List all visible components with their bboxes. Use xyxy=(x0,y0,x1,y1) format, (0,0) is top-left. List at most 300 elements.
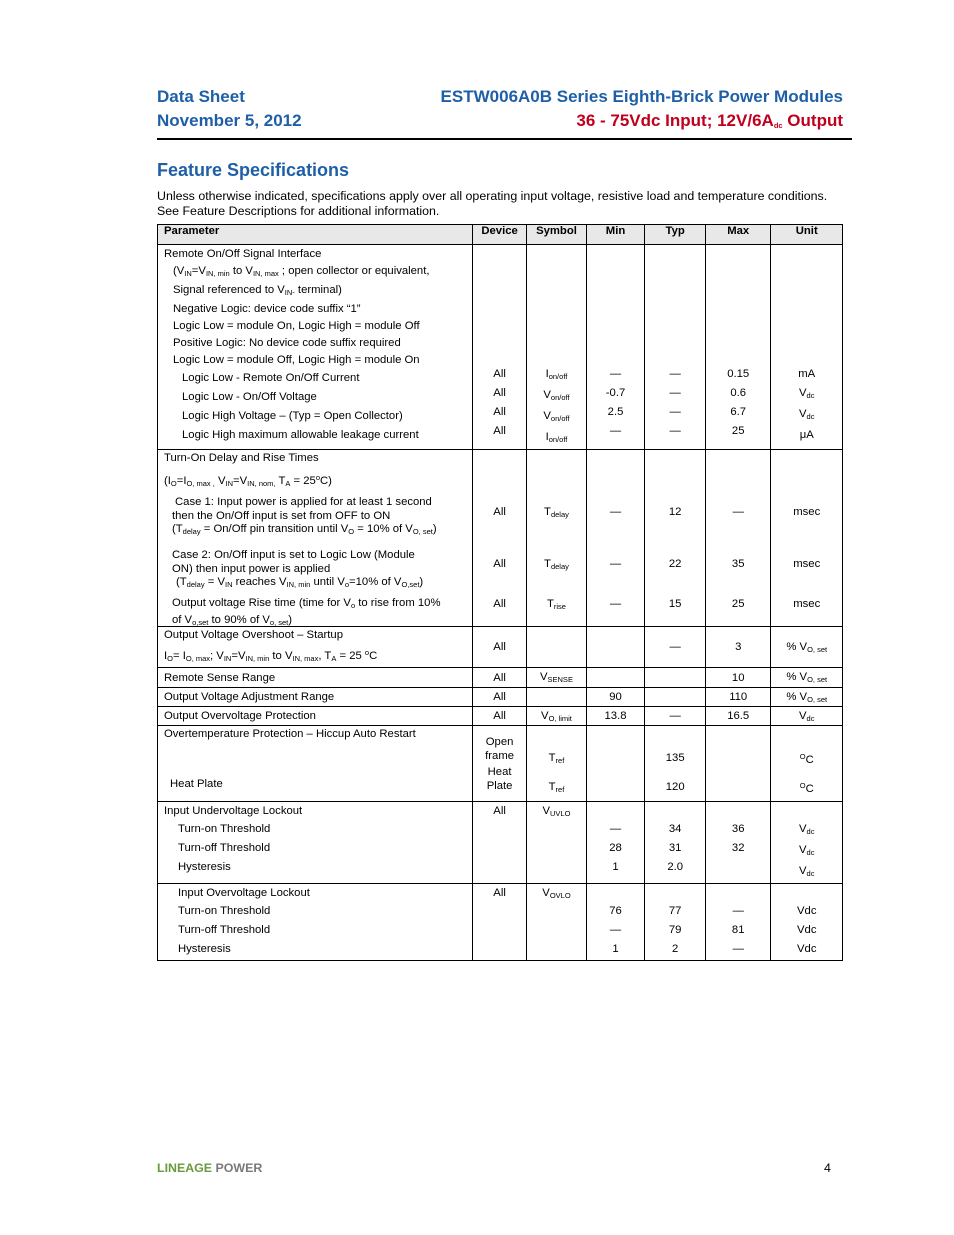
v: — xyxy=(732,943,744,955)
t: V xyxy=(541,709,549,722)
t: T xyxy=(544,558,551,570)
max-cell: 10 xyxy=(705,668,771,688)
typ-cell xyxy=(645,450,706,627)
t: = On/Off pin transition until V xyxy=(200,523,349,535)
max-cell xyxy=(705,884,771,961)
t: o xyxy=(350,601,356,610)
t: ref xyxy=(555,785,565,794)
unit xyxy=(771,820,842,841)
typ-cell xyxy=(645,884,706,961)
table-header-row xyxy=(158,225,843,245)
v: — xyxy=(732,905,744,917)
t: ON) then input power is applied xyxy=(172,562,331,575)
t: C) xyxy=(320,475,332,487)
t: ; V xyxy=(210,650,224,662)
t: % V xyxy=(786,690,808,703)
unit-cell xyxy=(771,627,843,668)
t: IN xyxy=(223,654,232,663)
v: 0.15 xyxy=(727,368,750,380)
device-cell: All xyxy=(472,668,526,688)
case-1 xyxy=(164,488,472,540)
device-cell xyxy=(472,450,526,627)
unit-cell xyxy=(771,450,843,627)
t: dc xyxy=(806,713,815,723)
symbol-cell xyxy=(527,450,586,627)
symbol-cell xyxy=(527,707,586,726)
v: 12 xyxy=(668,506,682,518)
t: T xyxy=(275,475,286,487)
t: V xyxy=(214,475,226,487)
t: O xyxy=(170,479,177,488)
col-header: Min xyxy=(586,225,645,245)
t: = 25 xyxy=(336,650,365,662)
t: C xyxy=(805,754,814,766)
t: I xyxy=(545,368,549,380)
v: All xyxy=(493,387,506,399)
row-label: Logic High maximum allowable leakage current xyxy=(182,429,419,441)
min-cell xyxy=(586,884,645,961)
doc-title: ESTW006A0B Series Eighth-Brick Power Modules xyxy=(440,87,843,106)
typ-cell xyxy=(645,802,706,884)
t: V xyxy=(799,844,807,856)
table-row xyxy=(158,884,843,961)
subtitle-part: 36 - 75Vdc Input; 12V/6A xyxy=(576,111,774,130)
unit xyxy=(771,405,842,426)
t: to V xyxy=(269,650,293,662)
t: T xyxy=(548,781,556,793)
symbol-cell xyxy=(527,627,586,668)
table-row xyxy=(158,668,843,688)
t: O, limit xyxy=(548,713,572,723)
t: dc xyxy=(806,391,815,400)
t: then the On/Off input is set from OFF to ON xyxy=(172,509,391,522)
t: O, set xyxy=(807,675,828,684)
t: =V xyxy=(231,650,246,662)
max-cell xyxy=(705,245,771,450)
v: 77 xyxy=(668,905,682,917)
v: Vdc xyxy=(797,905,817,917)
v: 28 xyxy=(609,842,622,854)
t: mA xyxy=(798,368,816,380)
t: V xyxy=(799,823,807,835)
row-label: Turn-on Threshold xyxy=(178,823,271,835)
col-header: Typ xyxy=(645,225,706,245)
doc-date: November 5, 2012 xyxy=(157,111,302,130)
v: — xyxy=(669,406,681,418)
min-cell xyxy=(586,450,645,627)
symbol xyxy=(527,428,585,449)
unit-cell xyxy=(771,884,843,961)
symbol xyxy=(527,365,585,386)
group-title: Remote On/Off Signal Interface xyxy=(164,248,322,260)
symbol xyxy=(527,781,585,794)
t: C xyxy=(369,650,378,662)
table-row xyxy=(158,245,843,450)
v: 1 xyxy=(612,861,619,873)
t: ) xyxy=(288,614,293,626)
table-row xyxy=(158,726,843,802)
t: on/off xyxy=(550,393,570,402)
v: Heat xyxy=(487,766,512,778)
t: o xyxy=(344,580,350,589)
condition xyxy=(164,468,472,488)
unit-cell xyxy=(771,245,843,450)
row-label: Hysteresis xyxy=(178,861,231,873)
unit-cell xyxy=(771,668,843,688)
v: All xyxy=(493,406,506,418)
t: = V xyxy=(204,576,226,588)
device-cell xyxy=(472,726,526,802)
v: msec xyxy=(793,598,821,610)
v: 135 xyxy=(665,752,685,764)
v: 31 xyxy=(668,842,682,854)
v: 2.0 xyxy=(667,861,684,873)
t: terminal) xyxy=(294,284,342,296)
v: — xyxy=(609,823,622,835)
unit xyxy=(771,384,842,405)
typ-cell xyxy=(645,726,706,802)
t: O, set xyxy=(807,644,828,654)
t: V xyxy=(799,387,807,399)
t: reaches V xyxy=(232,576,287,588)
v: 2 xyxy=(672,943,679,955)
row-label: Output Voltage Adjustment Range xyxy=(158,688,473,707)
t: C xyxy=(805,783,814,795)
unit-cell xyxy=(771,726,843,802)
t: , T xyxy=(318,650,332,662)
section-title: Feature Specifications xyxy=(157,160,350,180)
row-label: Logic Low - Remote On/Off Current xyxy=(182,372,360,384)
t: O xyxy=(348,527,355,536)
t: O, set xyxy=(807,694,828,704)
t: =I xyxy=(176,475,187,487)
t: UVLO xyxy=(550,809,571,818)
v: — xyxy=(609,598,622,610)
row-label: Overtemperature Protection – Hiccup Auto Restart xyxy=(164,728,416,740)
t: A xyxy=(285,479,291,488)
typ-cell xyxy=(645,668,706,688)
unit xyxy=(771,752,842,781)
brand-lineage: LINEAGE xyxy=(157,1161,213,1175)
t: O xyxy=(799,781,806,790)
t: O,set xyxy=(401,580,420,589)
t: rise xyxy=(553,602,566,611)
t: ) xyxy=(432,523,437,535)
symbol-cell xyxy=(527,802,586,884)
t: IN- xyxy=(284,288,295,297)
param-cell xyxy=(158,802,473,884)
v: Vdc xyxy=(797,943,817,955)
v: 35 xyxy=(731,558,745,570)
condition xyxy=(164,282,472,301)
symbol xyxy=(527,506,585,558)
t: IN xyxy=(184,269,192,278)
unit xyxy=(771,781,842,795)
unit-cell xyxy=(771,802,843,884)
t: delay xyxy=(182,527,201,536)
t: μA xyxy=(799,429,814,441)
typ-cell: — xyxy=(645,707,706,726)
v: 120 xyxy=(665,781,685,793)
row-label: Turn-on Threshold xyxy=(178,905,271,917)
t: to 90% of V xyxy=(208,614,270,626)
t: (V xyxy=(173,265,185,277)
t: O xyxy=(167,654,173,663)
device-cell: All xyxy=(472,627,526,668)
t: delay xyxy=(550,562,569,571)
t: = 10% of V xyxy=(354,523,413,535)
subtitle-sub: dc xyxy=(773,121,783,130)
t: O, max , xyxy=(186,479,215,488)
param-cell xyxy=(158,726,473,802)
t: O, max xyxy=(185,654,211,663)
intro-text: Unless otherwise indicated, specifications apply over all operating input voltage, resistive load and temperature conditions. See Feature Descriptions for additional information. xyxy=(157,189,828,218)
doc-type: Data Sheet xyxy=(157,87,245,106)
t: (I xyxy=(164,475,171,487)
t: until V xyxy=(310,576,345,588)
v: 32 xyxy=(731,842,745,854)
t: IN xyxy=(225,479,234,488)
v: All xyxy=(493,368,506,380)
col-header: Unit xyxy=(771,225,843,245)
row-label: Output Overvoltage Protection xyxy=(158,707,473,726)
table-row xyxy=(158,450,843,627)
v: — xyxy=(669,368,681,380)
t: on/off xyxy=(550,414,570,423)
symbol xyxy=(527,558,585,598)
t: to V xyxy=(229,265,253,277)
condition: Logic Low = module On, Logic High = module Off xyxy=(173,320,420,332)
v: msec xyxy=(793,558,821,570)
t: dc xyxy=(806,869,815,878)
t: O xyxy=(799,752,806,761)
unit xyxy=(771,365,842,384)
v: — xyxy=(609,558,622,570)
symbol xyxy=(527,386,585,407)
unit xyxy=(771,841,842,862)
table-row xyxy=(158,802,843,884)
row-label: Input Overvoltage Lockout xyxy=(178,887,310,899)
v: — xyxy=(609,425,622,437)
max-cell xyxy=(705,450,771,627)
v: — xyxy=(609,368,622,380)
condition xyxy=(164,644,472,667)
col-header: Max xyxy=(705,225,771,245)
t: OVLO xyxy=(549,891,571,900)
case-2 xyxy=(164,540,472,592)
v: 76 xyxy=(609,905,622,917)
v: — xyxy=(732,506,744,518)
col-header: Parameter xyxy=(158,225,473,245)
v: 34 xyxy=(668,823,682,835)
symbol-cell xyxy=(527,668,586,688)
t: =10% of V xyxy=(349,576,402,588)
t: IN, max xyxy=(252,269,279,278)
table-row xyxy=(158,707,843,726)
t: Output voltage Rise time (time for V xyxy=(172,597,351,609)
v: frame xyxy=(485,750,515,762)
symbol xyxy=(527,407,585,428)
t: dc xyxy=(806,412,815,421)
t: o, set xyxy=(269,618,289,627)
t: on/off xyxy=(548,435,568,444)
t xyxy=(164,596,472,613)
v: — xyxy=(669,387,681,399)
t: ref xyxy=(555,756,565,765)
t: A xyxy=(331,654,337,663)
row-label: Hysteresis xyxy=(178,943,231,955)
device-cell: All xyxy=(472,884,526,961)
t: V xyxy=(542,887,550,899)
t: IN, nom, xyxy=(247,479,276,488)
t: to rise from 10% xyxy=(355,597,441,609)
v: 36 xyxy=(731,823,745,835)
t: IN, min xyxy=(245,654,270,663)
t: dc xyxy=(806,827,815,836)
device-cell xyxy=(472,245,526,450)
t: delay xyxy=(550,510,569,519)
v: All xyxy=(493,506,506,518)
t: Case 2: On/Off input is set to Logic Low (Module xyxy=(172,549,415,561)
condition: Positive Logic: No device code suffix required xyxy=(173,337,401,349)
min-cell xyxy=(586,245,645,450)
param-cell xyxy=(158,884,473,961)
v: All xyxy=(493,598,506,610)
t: o,set xyxy=(192,618,209,627)
v: — xyxy=(669,425,681,437)
t: (T xyxy=(172,523,183,535)
t: dc xyxy=(806,848,815,857)
t: (T xyxy=(176,576,187,588)
row-label: Logic Low - On/Off Voltage xyxy=(182,391,317,403)
condition xyxy=(164,263,472,282)
v: -0.7 xyxy=(605,387,626,399)
t: =V xyxy=(191,265,206,277)
row-label: Turn-off Threshold xyxy=(178,924,271,936)
col-header: Device xyxy=(472,225,526,245)
t: Signal referenced to V xyxy=(173,284,285,296)
v: 25 xyxy=(731,425,745,437)
v: 0.6 xyxy=(730,387,747,399)
symbol-cell xyxy=(527,726,586,802)
min-cell xyxy=(586,627,645,668)
v: — xyxy=(609,924,622,936)
symbol xyxy=(527,752,585,781)
t: SENSE xyxy=(547,675,573,684)
symbol xyxy=(527,598,585,611)
group-title: Turn-On Delay and Rise Times xyxy=(164,452,319,464)
table-row xyxy=(158,627,843,668)
symbol-cell xyxy=(527,688,586,707)
min-cell xyxy=(586,668,645,688)
v: Open xyxy=(485,736,514,748)
t: ) xyxy=(419,576,424,588)
row-label: Input Undervoltage Lockout xyxy=(164,805,303,817)
max-cell xyxy=(705,726,771,802)
doc-subtitle xyxy=(576,111,843,131)
t: I xyxy=(164,650,168,662)
t: IN xyxy=(225,580,233,589)
v: msec xyxy=(793,506,821,518)
t: % V xyxy=(786,640,808,653)
symbol-cell xyxy=(527,884,586,961)
device-cell: All xyxy=(472,688,526,707)
unit-cell xyxy=(771,688,843,707)
t: O, set xyxy=(412,527,433,536)
t: V xyxy=(542,805,551,817)
footer-brand xyxy=(157,1161,262,1175)
t: V xyxy=(543,389,551,401)
min-cell xyxy=(586,726,645,802)
v: 15 xyxy=(668,598,682,610)
t: % V xyxy=(786,671,808,683)
t: o xyxy=(315,473,320,482)
row-label: Output Voltage Overshoot – Startup xyxy=(164,629,343,641)
brand-power: POWER xyxy=(212,1161,263,1175)
spec-table xyxy=(157,224,843,961)
v: All xyxy=(493,558,506,570)
max-cell: 110 xyxy=(705,688,771,707)
param-cell xyxy=(158,627,473,668)
unit xyxy=(771,426,842,445)
t: o xyxy=(364,648,370,657)
v: 79 xyxy=(668,924,682,936)
t: = 25 xyxy=(290,475,316,487)
t: = I xyxy=(172,650,186,662)
v: 22 xyxy=(668,558,682,570)
t: on/off xyxy=(548,372,568,381)
t: I xyxy=(545,431,549,443)
min-cell: 90 xyxy=(586,688,645,707)
param-cell xyxy=(158,450,473,627)
param-cell xyxy=(158,245,473,450)
t: T xyxy=(544,506,551,518)
typ-cell xyxy=(645,245,706,450)
v: All xyxy=(493,425,506,437)
t xyxy=(164,523,472,539)
unit-cell xyxy=(771,707,843,726)
v: 2.5 xyxy=(607,406,624,418)
v: 6.7 xyxy=(730,406,747,418)
v: 1 xyxy=(612,943,619,955)
condition: Logic Low = module Off, Logic High = module On xyxy=(173,354,420,366)
rise-time xyxy=(164,592,472,627)
t xyxy=(164,576,472,592)
t: V xyxy=(799,408,807,420)
typ-cell: — xyxy=(645,627,706,668)
v: 25 xyxy=(731,598,745,610)
t: V xyxy=(799,709,807,722)
t: T xyxy=(546,598,554,610)
v: 81 xyxy=(731,924,745,936)
row-label: Turn-off Threshold xyxy=(178,842,271,854)
max-cell xyxy=(705,802,771,884)
min-cell xyxy=(586,802,645,884)
t: delay xyxy=(186,580,205,589)
row-label: Logic High Voltage – (Typ = Open Collector) xyxy=(182,410,403,422)
row-label: Remote Sense Range xyxy=(158,668,473,688)
t: =V xyxy=(233,475,248,487)
t: of V xyxy=(172,614,193,626)
t: V xyxy=(799,865,807,877)
max-cell: 16.5 xyxy=(705,707,771,726)
max-cell: 3 xyxy=(705,627,771,668)
device-cell: All xyxy=(472,802,526,884)
t: IN, min xyxy=(205,269,230,278)
v: Vdc xyxy=(797,924,817,936)
t: IN, min xyxy=(286,580,311,589)
page-number: 4 xyxy=(824,1161,831,1175)
